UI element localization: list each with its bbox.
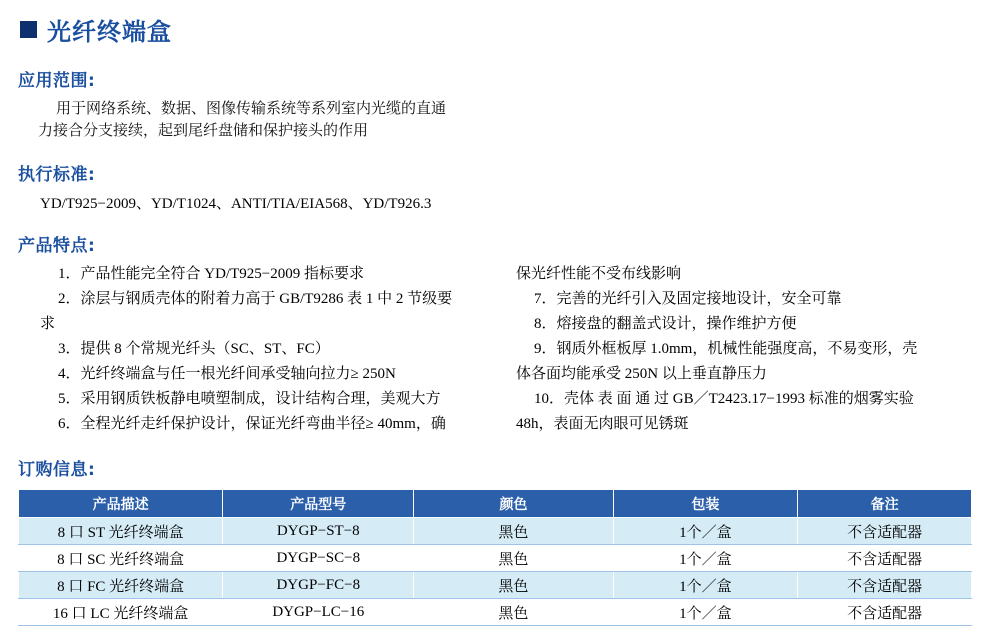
cell-model: DYGP−LC−16 [223,599,414,626]
feature-item: 1．产品性能完全符合 YD/T925−2009 指标要求 [58,266,364,282]
cell-packing: 1个／盒 [613,572,798,599]
column-header-description: 产品描述 [19,490,223,518]
cell-color: 黑色 [414,545,613,572]
features-column-right [498,262,968,437]
cell-description: 8 口 SC 光纤终端盒 [19,545,223,572]
table-row [19,545,972,572]
cell-remark: 不含适配器 [798,572,972,599]
cell-remark: 不含适配器 [798,545,972,572]
cell-packing: 1个／盒 [613,599,798,626]
feature-item: 48h，表面无肉眼可见锈斑 [516,416,689,432]
feature-item: 5．采用钢质铁板静电喷塑制成，设计结构合理，美观大方 [58,391,441,407]
feature-item: 10．壳体 表 面 通 过 GB／T2423.17−1993 标准的烟雾实验 [534,391,914,407]
feature-item: 保光纤性能不受布线影响 [516,266,682,282]
cell-color: 黑色 [414,599,613,626]
feature-item: 6．全程光纤走纤保护设计，保证光纤弯曲半径≥ 40mm，确 [58,416,446,432]
title-bullet-icon [20,21,37,38]
feature-item: 2．涂层与钢质壳体的附着力高于 GB/T9286 表 1 中 2 节级要 [58,291,453,307]
table-row [19,572,972,599]
cell-model: DYGP−SC−8 [223,545,414,572]
feature-item: 8．熔接盘的翻盖式设计，操作维护方便 [534,316,797,332]
application-line-1: 用于网络系统、数据、图像传输系统等系列室内光缆的直通 [56,101,447,117]
section-heading-features: 产品特点: [18,236,96,256]
application-body [18,98,972,142]
cell-model: DYGP−ST−8 [223,518,414,545]
page-title-text: 光纤终端盒 [47,18,172,46]
features-column-left [18,262,498,437]
application-line-2: 力接合分支接续，起到尾纤盘储和保护接头的作用 [38,123,369,139]
cell-description: 8 口 FC 光纤终端盒 [19,572,223,599]
section-heading-order-info: 订购信息: [18,460,96,480]
cell-description: 16 口 LC 光纤终端盒 [19,599,223,626]
cell-color: 黑色 [414,572,613,599]
feature-item: 4．光纤终端盒与任一根光纤间承受轴向拉力≥ 250N [58,366,396,382]
section-heading-standard: 执行标准: [18,165,96,185]
column-header-color: 颜色 [414,490,613,518]
feature-item: 9．钢质外框板厚 1.0mm，机械性能强度高，不易变形，壳 [534,341,918,357]
feature-item: 求 [40,316,56,332]
cell-remark: 不含适配器 [798,518,972,545]
column-header-packing: 包装 [613,490,798,518]
cell-packing: 1个／盒 [613,518,798,545]
feature-item: 体各面均能承受 250N 以上垂直静压力 [516,366,767,382]
page-title [18,0,972,47]
table-header-row [19,490,972,518]
feature-item: 3．提供 8 个常规光纤头（SC、ST、FC） [58,341,330,357]
table-row [19,518,972,545]
cell-remark: 不含适配器 [798,599,972,626]
cell-color: 黑色 [414,518,613,545]
feature-item: 7．完善的光纤引入及固定接地设计，安全可靠 [534,291,842,307]
features-columns [18,262,972,437]
column-header-model: 产品型号 [223,490,414,518]
column-header-remark: 备注 [798,490,972,518]
order-info-table [18,489,972,626]
cell-packing: 1个／盒 [613,545,798,572]
cell-model: DYGP−FC−8 [223,572,414,599]
cell-description: 8 口 ST 光纤终端盒 [19,518,223,545]
section-heading-application: 应用范围: [18,71,96,91]
standard-body: YD/T925−2009、YD/T1024、ANTI/TIA/EIA568、YD/T926.3 [40,196,432,212]
table-row [19,599,972,626]
